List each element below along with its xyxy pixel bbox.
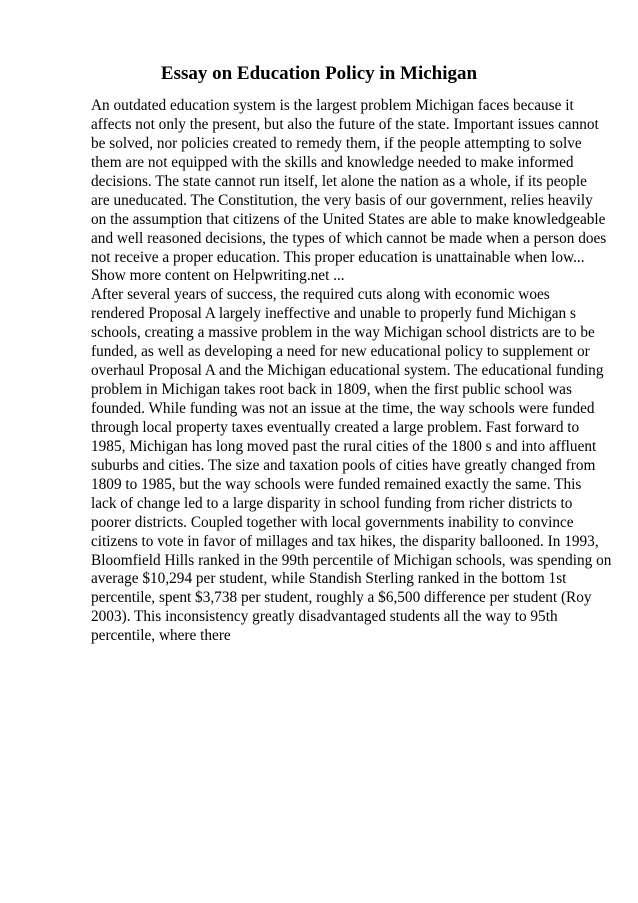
body-line: 2003). This inconsistency greatly disadvantaged students all the way to 95th <box>91 608 558 626</box>
body-line: rendered Proposal A largely ineffective and unable to properly fund Michigan s <box>91 305 576 323</box>
body-line: affects not only the present, but also the future of the state. Important issues cannot <box>91 115 599 133</box>
body-line: are uneducated. The Constitution, the very basis of our government, relies heavily <box>91 191 593 209</box>
document-body <box>91 97 611 646</box>
body-line: not receive a proper education. This proper education is unattainable when low... <box>91 248 585 266</box>
body-line: founded. While funding was not an issue at the time, the way schools were funded <box>91 400 595 417</box>
show-more-link[interactable]: Show more content on Helpwriting.net ... <box>91 267 345 285</box>
body-line: problem in Michigan takes root back in 1809, when the first public school was <box>91 381 572 399</box>
body-line: overhaul Proposal A and the Michigan educational system. The educational funding <box>91 362 604 380</box>
body-line: them are not equipped with the skills and knowledge needed to make informed <box>91 153 574 171</box>
document-title: Essay on Education Policy in Michigan <box>160 63 478 84</box>
body-line: percentile, spent $3,738 per student, roughly a $6,500 difference per student (Roy <box>91 589 592 607</box>
body-line: through local property taxes eventually created a large problem. Fast forward to <box>91 418 580 436</box>
body-line: 1985, Michigan has long moved past the rural cities of the 1800 s and into affluent <box>91 437 597 455</box>
body-line: Bloomfield Hills ranked in the 99th percentile of Michigan schools, was spending on <box>91 551 612 569</box>
body-line: citizens to vote in favor of millages and tax hikes, the disparity ballooned. In 1993, <box>91 532 599 550</box>
body-line: decisions. The state cannot run itself, let alone the nation as a whole, if its people <box>91 172 587 190</box>
body-line: 1809 to 1985, but the way schools were funded remained exactly the same. This <box>91 475 582 493</box>
body-line: average $10,294 per student, while Standish Sterling ranked in the bottom 1st <box>91 570 567 588</box>
body-line: percentile, where there <box>91 627 231 645</box>
body-line: and well reasoned decisions, the types of which cannot be made when a person does <box>91 229 607 247</box>
body-line: lack of change led to a large disparity in school funding from richer districts to <box>91 494 573 512</box>
body-line: suburbs and cities. The size and taxation pools of cities have greatly changed from <box>91 456 596 474</box>
body-line: An outdated education system is the largest problem Michigan faces because it <box>91 97 574 114</box>
body-line: schools, creating a massive problem in the way Michigan school districts are to be <box>91 324 595 342</box>
body-line: poorer districts. Coupled together with local governments inability to convince <box>91 513 574 531</box>
body-line: funded, as well as developing a need for new educational policy to supplement or <box>91 343 590 361</box>
body-line: After several years of success, the required cuts along with economic woes <box>91 286 550 304</box>
body-line: be solved, nor policies created to remedy them, if the people attempting to solve <box>91 134 582 152</box>
body-line: on the assumption that citizens of the United States are able to make knowledgeable <box>91 210 606 228</box>
